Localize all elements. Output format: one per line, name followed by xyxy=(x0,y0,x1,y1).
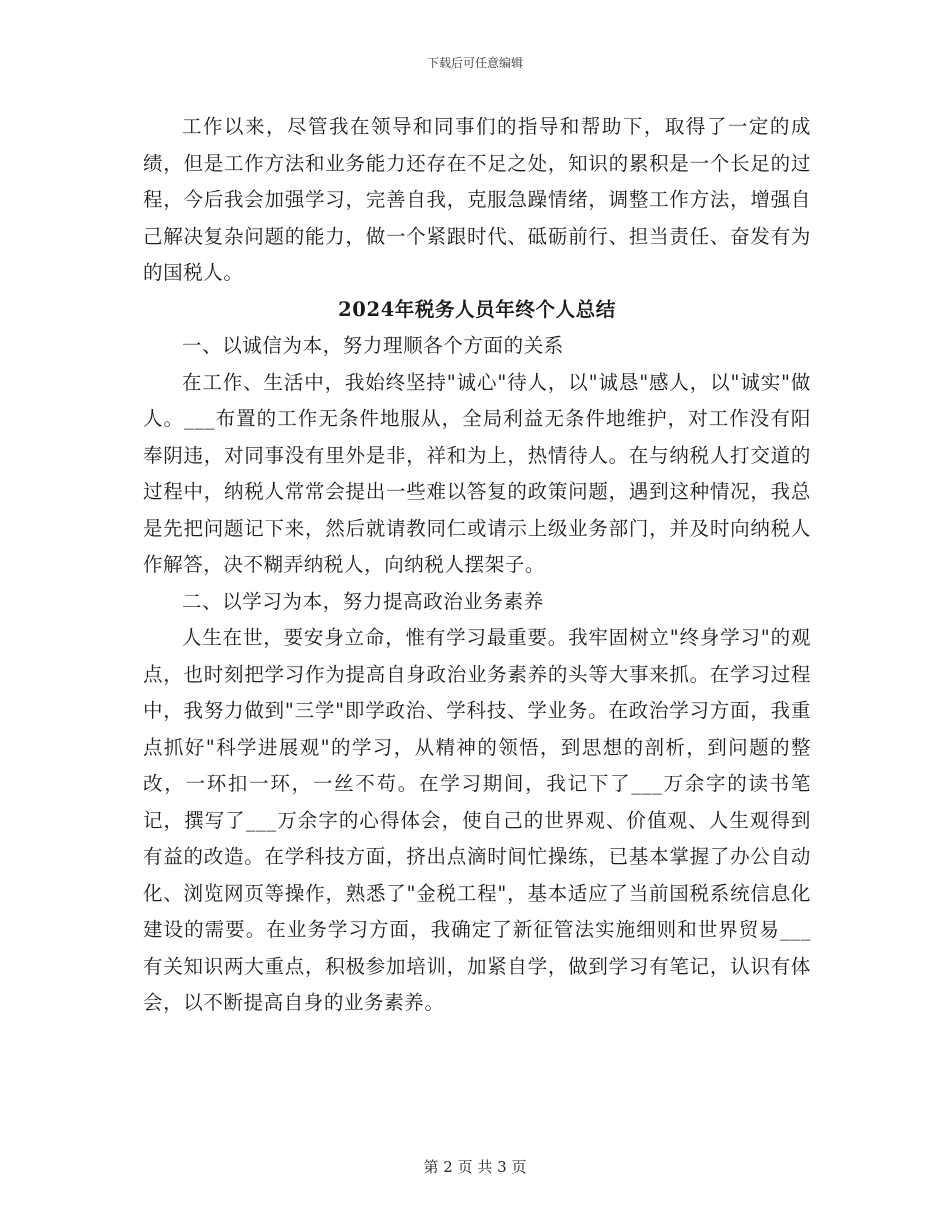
document-title: 2024年税务人员年终个人总结 xyxy=(338,297,616,321)
paragraph-conclusion: 工作以来，尽管我在领导和同事们的指导和帮助下，取得了一定的成绩，但是工作方法和业务能力还存在不足之处，知识的累积是一个长足的过程，今后我会加强学习，完善自我，克服急躁情绪，调整工作方法，增强自己解决复杂问题的能力，做一个紧跟时代、砥砺前行、担当责任、奋发有为的国税人。 xyxy=(143,115,811,284)
header-note: 下载后可任意编辑 xyxy=(426,56,523,70)
document-body xyxy=(143,109,811,1022)
section-heading-2: 二、以学习为本，努力提高政治业务素养 xyxy=(182,589,544,613)
paragraph-learning: 人生在世，要安身立命，惟有学习最重要。我牢固树立"终身学习"的观点，也时刻把学习作为提高自身政治业务素养的头等大事来抓。在学习过程中，我努力做到"三学"即学政治、学科技、学业务。在政治学习方面，我重点抓好"科学进展观"的学习，从精神的领悟，到思想的剖析，到问题的整改，一环扣一环，一丝不苟。在学习期间，我记下了___万余字的读书笔记，撰写了___万余字的心得体会，使自己的世界观、价值观、人生观得到有益的改造。在学科技方面，挤出点滴时间忙操练，已基本掌握了办公自动化、浏览网页等操作，熟悉了"金税工程"，基本适应了当前国税系统信息化建设的需要。在业务学习方面，我确定了新征管法实施细则和世界贸易___有关知识两大重点，积极参加培训，加紧自学，做到学习有笔记，认识有体会，以不断提高自身的业务素养。 xyxy=(143,626,811,1014)
paragraph-integrity: 在工作、生活中，我始终坚持"诚心"待人，以"诚恳"感人，以"诚实"做人。___布置的工作无条件地服从，全局利益无条件地维护，对工作没有阳奉阴违，对同事没有里外是非，祥和为上，热情待人。在与纳税人打交道的过程中，纳税人常常会提出一些难以答复的政策问题，遇到这种情况，我总是先把问题记下来，然后就请教同仁或请示上级业务部门，并及时向纳税人作解答，决不糊弄纳税人，向纳税人摆架子。 xyxy=(143,370,811,576)
page-number: 第 2 页 共 3 页 xyxy=(423,1158,527,1176)
section-heading-1: 一、以诚信为本，努力理顺各个方面的关系 xyxy=(182,334,564,357)
